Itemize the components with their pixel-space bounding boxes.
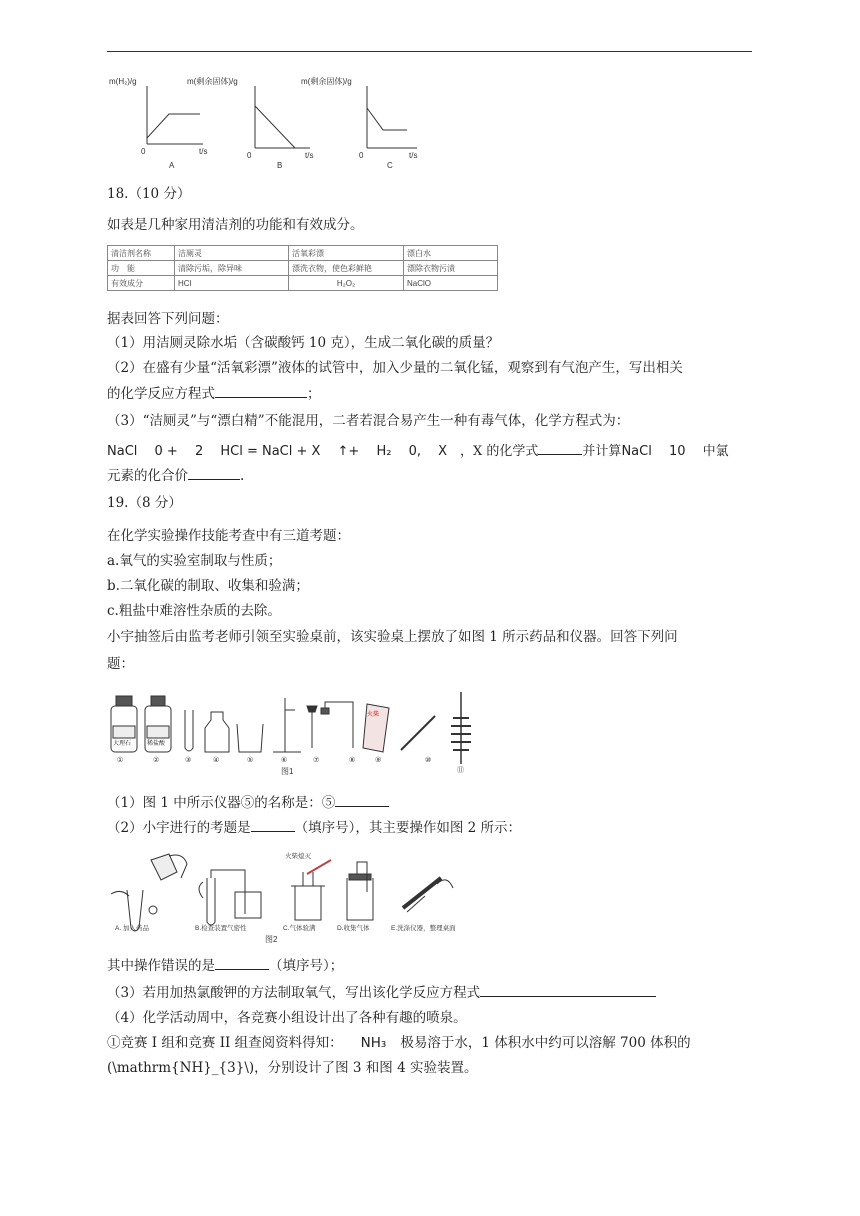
table-cell: 漂白水 — [404, 246, 498, 261]
tongs-icon — [401, 716, 435, 750]
answer-blank[interactable] — [335, 792, 389, 807]
q19-part1-text: （1）图 1 中所示仪器⑤的名称是：⑤ — [107, 795, 336, 811]
header-rule — [107, 51, 752, 52]
bottle2-label: 稀盐酸 — [147, 741, 166, 747]
answer-blank[interactable] — [215, 955, 269, 970]
beaker-icon — [237, 724, 263, 752]
mass-time-graphs — [105, 72, 425, 172]
graph-c-xlabel: t/s — [409, 151, 418, 160]
table-row — [108, 246, 498, 261]
apparatus-number: ⑨ — [375, 756, 382, 764]
apparatus-number: ③ — [185, 756, 192, 764]
figure-1-caption: 图1 — [281, 767, 294, 776]
q18-part2-text: 的化学反应方程式 — [107, 386, 215, 402]
graph-c — [301, 76, 417, 170]
gas-jar-icon — [205, 712, 229, 752]
q18-part2-line1: （2）在盛有少量“活氧彩漂”液体的试管中，加入少量的二氧化锰，观察到有气泡产生，写出相关 — [107, 360, 683, 376]
table-cell: H₂O₂ — [289, 276, 404, 291]
collecting-bottle-icon — [347, 878, 373, 920]
q18-part3-equation: NaCl 0 + 2 HCl = NaCl + X ↑+ H₂ 0, X ， — [107, 444, 474, 459]
cleaner-table — [107, 245, 498, 291]
graph-c-ylabel: m(剩余固体)/g — [301, 77, 352, 86]
q19-wrong-text: 其中操作错误的是 — [107, 958, 215, 974]
q18-header: 18.（10 分） — [107, 186, 191, 202]
step-label: D.收集气体 — [337, 925, 370, 932]
answer-blank[interactable] — [480, 982, 656, 997]
q18-part3-end: NaCl 10 中氯 — [621, 444, 729, 459]
step-label: E.洗涤仪器，整理桌面 — [391, 925, 456, 932]
step-label: B.检查装置气密性 — [195, 925, 247, 932]
graph-a-xlabel: t/s — [199, 147, 208, 156]
q19-header: 19.（8 分） — [107, 495, 182, 511]
table-row — [108, 276, 498, 291]
hand-icon — [111, 891, 129, 896]
reagent-bottle-icon — [151, 854, 177, 880]
graph-b-xlabel: t/s — [305, 151, 314, 160]
table-cell: 活氧彩漂 — [289, 246, 404, 261]
step-label: A. 加入药品 — [115, 925, 149, 932]
q18-part3-line1: （3）“洁厕灵”与“漂白精”不能混用，二者若混合易产生一种有毒气体，化学方程式为： — [107, 413, 630, 429]
q18-part2-end: ； — [307, 386, 321, 402]
table-cell: 有效成分 — [108, 276, 175, 291]
table-cell: 漂除衣物污渍 — [404, 261, 498, 276]
q19-part4: （4）化学活动周中，各竞赛小组设计出了各种有趣的喷泉。 — [107, 1010, 467, 1026]
answer-blank[interactable] — [251, 817, 295, 832]
nh3-formula: NH₃ — [360, 1035, 387, 1051]
figure-2-caption: 图2 — [265, 935, 278, 944]
table-row — [108, 261, 498, 276]
q18-part2-line2 — [107, 383, 321, 404]
q19-part3-text: （3）若用加热氯酸钾的方法制取氧气，写出该化学反应方程式 — [107, 985, 481, 1001]
answer-blank[interactable] — [215, 383, 307, 398]
q19-lead-line2: 题： — [107, 656, 134, 672]
answer-blank[interactable] — [188, 465, 240, 480]
table-cell: 清洁剂名称 — [108, 246, 175, 261]
graph-c-letter: C — [387, 161, 393, 170]
q19-part2-text: （2）小宇进行的考题是 — [107, 820, 251, 836]
table-cell: 功 能 — [108, 261, 175, 276]
table-cell: NaClO — [404, 276, 498, 291]
apparatus-number: ① — [117, 756, 124, 764]
q18-part3-line3 — [107, 465, 244, 486]
graph-b-letter: B — [277, 161, 283, 170]
step-label: C.气体验满 — [283, 925, 316, 932]
q18-part1: （1）用洁厕灵除水垢（含碳酸钙 10 克），生成二氧化碳的质量？ — [107, 335, 500, 351]
q19-wrong-step — [107, 955, 343, 976]
q19-topic-c: c.粗盐中难溶性杂质的去除。 — [107, 603, 281, 619]
q19-part4-rest: 极易溶于水，1 体积水中约可以溶解 700 体积的 — [400, 1035, 691, 1051]
q19-part1 — [107, 792, 389, 813]
gas-jar-icon — [295, 886, 321, 920]
q19-part4-line2: (\mathrm{NH}_{3}\)，分别设计了图 3 和图 4 实验装置。 — [107, 1060, 478, 1076]
q19-intro: 在化学实验操作技能考查中有三道考题： — [107, 528, 350, 544]
table-cell: 清除污垢，除异味 — [175, 261, 289, 276]
q18-part3-line2 — [107, 440, 729, 462]
q19-part2-end: （填序号），其主要操作如图 2 所示： — [294, 820, 522, 836]
apparatus-number: ⑤ — [247, 756, 254, 764]
matches-label: 火柴 — [367, 712, 380, 718]
apparatus-number: ⑧ — [349, 756, 356, 764]
graph-b-origin: 0 — [247, 151, 252, 160]
q18-part3-mid: X 的化学式 — [473, 444, 539, 459]
graph-a-ylabel: m(H₂)/g — [109, 77, 137, 86]
table-cell: HCl — [175, 276, 289, 291]
graph-a — [109, 77, 207, 170]
graph-b-ylabel: m(剩余固体)/g — [187, 77, 238, 86]
figure-2-top-label: 火柴熄灭 — [285, 853, 311, 860]
q19-part3 — [107, 982, 656, 1003]
figure-1-apparatus — [105, 688, 475, 778]
test-tube-icon — [185, 710, 193, 751]
q19-wrong-end: （填序号）； — [269, 958, 344, 974]
graph-c-origin: 0 — [359, 151, 364, 160]
bottle1-label: 大理石 — [113, 741, 132, 747]
table-cell: 漂洗衣物，使色彩鲜艳 — [289, 261, 404, 276]
brush-cleaning-icon — [403, 878, 441, 908]
table-cell: 洁厕灵 — [175, 246, 289, 261]
graph-a-letter: A — [169, 161, 175, 170]
apparatus-number: ② — [153, 756, 160, 764]
stopper-icon — [307, 706, 317, 712]
q19-topic-a: a.氧气的实验室制取与性质； — [107, 553, 282, 569]
q19-part4-start: ①竞赛 I 组和竞赛 II 组查阅资料得知： — [107, 1035, 343, 1051]
q18-part3-text: 元素的化合价 — [107, 468, 188, 484]
q18-intro: 如表是几种家用清洁剂的功能和有效成分。 — [107, 217, 364, 233]
test-tube-icon — [207, 878, 215, 925]
match-icon — [307, 860, 331, 874]
q19-part4-line1 — [107, 1033, 691, 1053]
answer-blank[interactable] — [538, 440, 582, 455]
stopper-icon — [149, 906, 157, 914]
apparatus-number: ⑩ — [425, 756, 432, 764]
q19-lead-line1: 小宇抽签后由监考老师引领至实验桌前，该实验桌上摆放了如图 1 所示药品和仪器。回答下列问 — [107, 629, 678, 645]
apparatus-number: ⑦ — [313, 756, 320, 764]
apparatus-number: ④ — [213, 756, 220, 764]
q19-part2 — [107, 817, 521, 838]
figure-2-operations — [107, 848, 469, 946]
q18-part3-dot: . — [240, 468, 245, 484]
graph-a-origin: 0 — [141, 147, 146, 156]
apparatus-number: ⑥ — [281, 756, 288, 764]
apparatus-number: ⑪ — [457, 766, 464, 774]
hand-icon — [199, 882, 203, 898]
q19-topic-b: b.二氧化碳的制取、收集和验满； — [107, 578, 309, 594]
q18-part3-mid2: 并计算 — [582, 444, 622, 459]
q18-lead: 据表回答下列问题： — [107, 311, 229, 327]
